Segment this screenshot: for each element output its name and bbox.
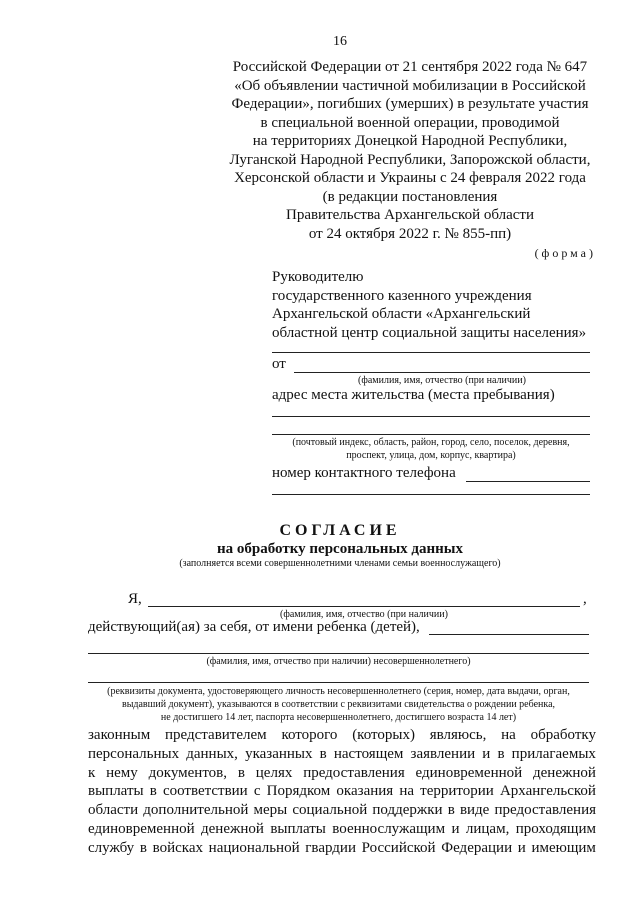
body-word: которого: [281, 727, 338, 743]
body-line: [88, 839, 596, 858]
body-word: обработку: [530, 727, 596, 743]
body-word: персональных: [88, 745, 180, 762]
body-line: [88, 801, 596, 820]
from-hint: (фамилия, имя, отчество (при наличии): [358, 375, 526, 386]
document-hint-line: выдавший документ), указываются в соответствии с реквизитами свидетельства о рождении ребенка,: [121, 699, 556, 710]
header-line: (в редакции постановления: [322, 188, 498, 205]
addressee-line: Руководителю: [272, 269, 364, 285]
address-line-2[interactable]: [272, 434, 590, 435]
addressee-line: областной центр социальной защиты населения»: [272, 324, 587, 341]
body-word: территории: [420, 783, 494, 800]
body-word: в: [237, 764, 245, 781]
header-line: на территориях Донецкой Народной Республики,: [252, 133, 568, 149]
document-hint: [88, 685, 589, 724]
body-word: настоящем: [333, 745, 404, 762]
body-word: и: [451, 820, 460, 837]
body-word: военнослужащим: [332, 820, 446, 837]
addressee-block: [272, 268, 586, 342]
body-word: области: [88, 802, 139, 819]
comma: ,: [583, 591, 587, 607]
body-word: на: [399, 783, 415, 800]
body-word: выплаты: [270, 820, 326, 837]
body-word: меры: [253, 802, 288, 819]
from-name-line[interactable]: [294, 372, 590, 373]
acting-label: действующий(ая) за себя, от имени ребенка (детей),: [88, 619, 420, 635]
body-line: [88, 764, 596, 783]
body-line: [88, 782, 596, 801]
body-word: имеющим: [531, 839, 596, 856]
body-line: [88, 726, 596, 745]
form-label: (форма): [534, 246, 596, 260]
addressee-blank-line[interactable]: [272, 352, 590, 353]
body-word: (которых): [352, 727, 415, 743]
document-title: СОГЛАСИЕ: [279, 522, 401, 539]
body-word: в: [447, 802, 455, 819]
body-word: соответствии: [162, 783, 248, 800]
page-number: 16: [333, 34, 347, 49]
header-line: Российской Федерации от 21 сентября 2022 года № 647: [232, 59, 588, 75]
i-name-line[interactable]: [148, 606, 580, 607]
body-word: заявлении: [410, 745, 476, 762]
address-hint-1: (почтовый индекс, область, район, город, село, поселок, деревня,: [292, 437, 570, 448]
document-details-line[interactable]: [88, 682, 589, 683]
body-word: виде: [459, 802, 490, 819]
body-word: денежной: [201, 820, 264, 837]
phone-label: номер контактного телефона: [272, 465, 456, 481]
body-word: в: [139, 839, 147, 856]
minor-name-line[interactable]: [88, 653, 589, 654]
body-word: социальной: [292, 802, 368, 819]
body-word: выплаты: [88, 783, 144, 800]
body-word: Федерации: [441, 839, 513, 856]
header-line: в специальной военной операции, проводимой: [260, 114, 560, 131]
body-word: единовременной: [415, 764, 523, 781]
body-word: являюсь,: [429, 727, 487, 743]
phone-line[interactable]: [466, 481, 590, 482]
subtitle-note: (заполняется всеми совершеннолетними членами семьи военнослужащего): [179, 558, 501, 569]
header-line: от 24 октября 2022 г. № 855-пп): [308, 225, 512, 242]
body-word: представителем: [165, 727, 267, 743]
minor-hint: (фамилия, имя, отчество при наличии) несовершеннолетнего): [206, 656, 471, 667]
body-word: оказания: [336, 783, 394, 800]
body-word: денежной: [533, 764, 596, 781]
body-word: законным: [88, 727, 151, 743]
body-word: к: [88, 764, 96, 781]
body-word: с: [253, 783, 261, 800]
body-word: на: [501, 727, 516, 743]
children-line[interactable]: [429, 634, 589, 635]
body-word: Порядком: [266, 783, 331, 800]
body-word: поддержки: [372, 802, 443, 819]
i-hint: (фамилия, имя, отчество (при наличии): [280, 609, 448, 620]
address-line-1[interactable]: [272, 416, 590, 417]
body-word: в: [149, 783, 157, 800]
header-line: Луганской Народной Республики, Запорожской области,: [229, 151, 591, 168]
body-word: документов,: [148, 764, 228, 781]
body-word: указанных: [245, 745, 313, 762]
body-word: в: [497, 745, 505, 762]
body-word: гвардии: [305, 839, 356, 856]
body-word: проходящим: [515, 820, 596, 837]
body-word: целях: [255, 764, 293, 781]
document-hint-line: не достигшего 14 лет, паспорта несовершеннолетнего, достигшего возраста 14 лет): [160, 712, 517, 723]
body-word: дополнительной: [143, 802, 249, 819]
body-word: нему: [106, 764, 138, 781]
body-word: службу: [88, 839, 135, 856]
body-word: и: [517, 839, 526, 856]
addressee-line: государственного казенного учреждения: [272, 287, 532, 304]
phone-extra-line[interactable]: [272, 494, 590, 495]
consent-body: [88, 726, 596, 858]
address-hint-2: проспект, улица, дом, корпус, квартира): [346, 450, 516, 461]
header-line: Правительства Архангельской области: [285, 207, 534, 223]
body-word: национальной: [208, 839, 300, 856]
header-reference: [200, 58, 620, 243]
body-word: в: [319, 745, 327, 762]
addressee-line: Архангельской области «Архангельский: [272, 306, 531, 322]
body-word: Российской: [361, 839, 436, 856]
header-line: «Об объявлении частичной мобилизации в Российской: [234, 77, 586, 94]
body-word: предоставления: [494, 802, 596, 819]
from-label: от: [272, 356, 286, 372]
document-subtitle: на обработку персональных данных: [217, 541, 463, 557]
residence-label: адрес места жительства (места пребывания): [272, 387, 555, 403]
body-word: прилагаемых: [511, 745, 596, 762]
body-word: лицам,: [465, 820, 510, 837]
body-word: и: [482, 745, 491, 762]
body-line: [88, 820, 596, 839]
body-line: [88, 745, 596, 764]
body-word: единовременной: [88, 820, 195, 837]
body-word: войсках: [152, 839, 203, 856]
header-line: Херсонской области и Украины с 24 февраля 2022 года: [234, 170, 586, 186]
document-hint-line: (реквизиты документа, удостоверяющего личность несовершеннолетнего (серия, номер, дата выдачи, орган,: [107, 686, 570, 697]
i-label: Я,: [128, 591, 142, 607]
body-word: Архангельской: [499, 783, 596, 800]
header-line: Федерации», погибших (умерших) в результате участия: [231, 96, 589, 112]
body-word: предоставления: [303, 764, 405, 781]
body-word: данных,: [186, 745, 238, 762]
